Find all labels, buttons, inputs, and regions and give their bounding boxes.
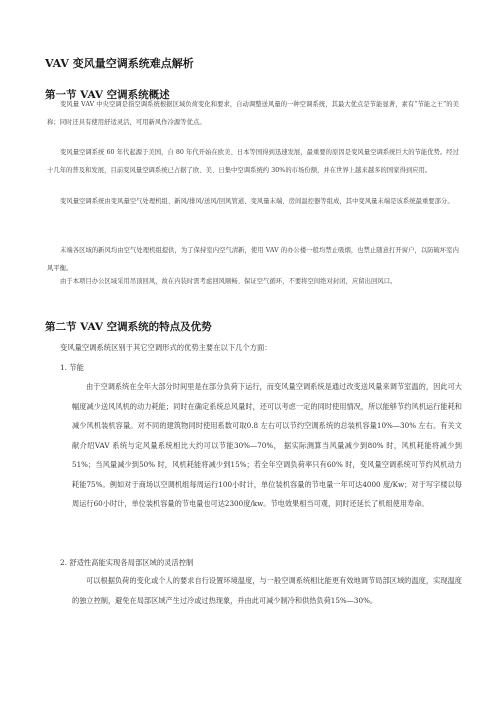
item-2-text: 可以根据负荷的变化或个人的要求自行设置环境温度，与一般空调系统相比能更有效地调节局部区域的温度，实现温度的独立控制，避免在局部区域产生过冷或过热现象，并由此可减少制冷和供热负荷15%—30%。 — [72, 576, 462, 605]
section-1-heading: 第一节 VAV 空调系统概述 — [45, 89, 170, 101]
section-1-paragraph-3: 变风量空调系统由变风量空气处理机组、新风/排风/送风/回风管道、变风量末端、房间温控器等组成，其中变风量末端是该系统最重要部分。 — [60, 198, 454, 205]
section-1-paragraph-1: 变风量 VAV 中央空调是指空调系统根据区域负荷变化和要求，自动调整送风量的一种空调系统，其最大优点是节能显著，素有“节能之王”的美称；同时还具有使用舒适灵活，可用新风作冷源等优点。 — [47, 101, 459, 126]
item-1-label: 1. 节能 — [60, 363, 84, 372]
document-title: VAV 变风量空调系统难点解析 — [45, 57, 194, 70]
section-1-paragraph-2: 变风量空调系统 60 年代起源于美国，自 80 年代开始在欧美、日本等国得到迅速发展，最重要的原因是变风量空调系统巨大的节能优势。经过十几年的普及和发展，目前变风量空调系统已占据了欧、美、日集中空调系统约 30%的市场份额，并在世界上越来越多的国家得到应用。 — [47, 149, 459, 174]
section-2-heading: 第二节 VAV 空调系统的特点及优势 — [45, 321, 212, 333]
section-1-paragraph-4: 末端各区域的新风均由空气处理机组提供，为了保持室内空气清新，使用 VAV 的办公楼一般均禁止吸烟，也禁止随意打开窗户，以防破坏室内风平衡。 — [47, 247, 459, 272]
section-1-paragraph-5: 由于本项目办公区域采用吊顶回风，故在内装时需考虑回风顺畅、保证空气循环，不要将空间绝对封闭，应留出回风口。 — [60, 278, 397, 285]
item-2-label: 2. 舒适性高能实现各局部区域的灵活控制 — [60, 558, 194, 567]
section-2-intro: 变风量空调系统区别于其它空调形式的优势主要在以下几个方面： — [60, 343, 272, 352]
item-1-text: 由于空调系统在全年大部分时间里是在部分负荷下运行，而变风量空调系统是通过改变送风量来调节室温的，因此可大幅度减少送风风机的动力耗能；同时在确定系统总风量时，还可以考虑一定的同时使用情况，所以能够节约风机运行能耗和减少风机装机容量。对不同的建筑物同时使用系数可取0.8 左右可以节约空调系统的总装机容量10%—30% 左右。有关文献介绍VAV 系统与定风量系统相比大约可以节能30%—70%， 据实际测算当风量减少到80% 时，风机耗能将减少到51%；当风量减少到50% 时，风机耗能将减少到15%；若全年空调负荷率只有60% 时，变风量空调系统可节约风机动力耗能75%。例如对于商场以空调机组每周运行100小时计，单位装机容量的节电量一年可达4000 度/Kw；对于写字楼以每周运行60小时计，单位装机容量的节电量也可达2300度/kw。节电效果相当可观，同时还延长了机组使用寿命。 — [72, 382, 462, 508]
